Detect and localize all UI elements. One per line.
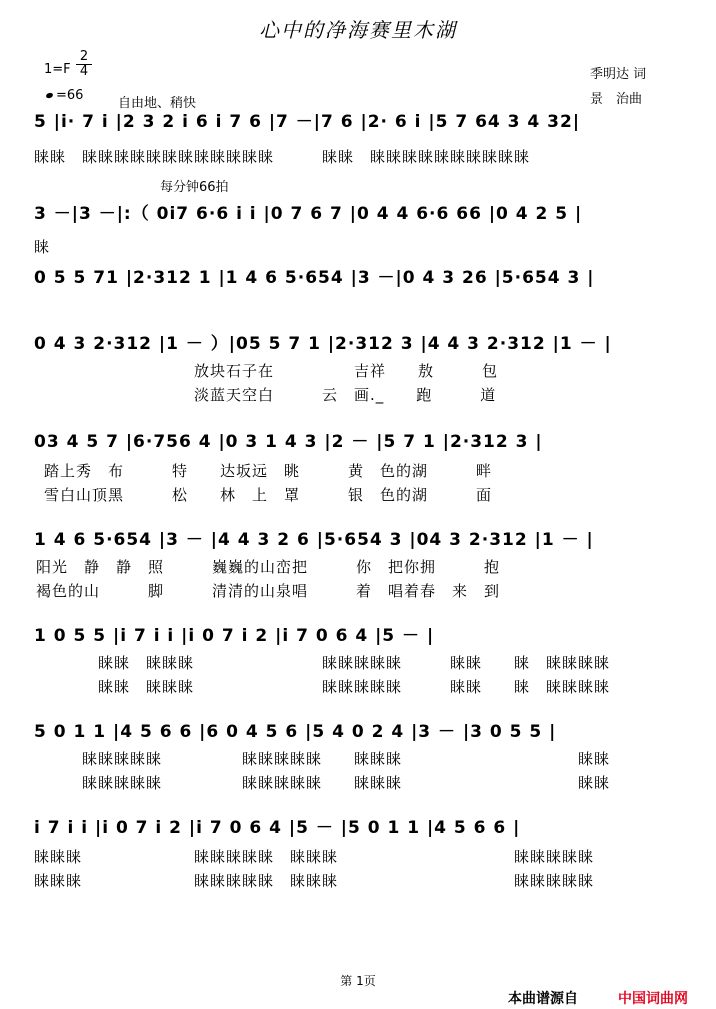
key-signature: 1=F	[44, 62, 71, 77]
notation: 03 4 5 7 |6·756 4 |0 3 1 4 3 |2 － |5 7 1 |2·312 3 |	[34, 432, 543, 452]
notation: 0 4 3 2·312 |1 － ）|05 5 7 1 |2·312 3 |4 4 3 2·312 |1 － |	[34, 334, 612, 354]
tempo-note: 每分钟66拍	[160, 180, 229, 195]
lyric-verse-1: 睐睐 睐睐睐睐睐睐睐睐睐睐睐睐 睐睐 睐睐睐睐睐睐睐睐睐睐	[34, 148, 531, 166]
source-label: 本曲谱源自	[508, 991, 578, 1007]
notation: 1 4 6 5·654 |3 － |4 4 3 2 6 |5·654 3 |04 3 2·312 |1 － |	[34, 530, 594, 550]
lyric-verse-2: 睐睐 睐睐睐 睐睐睐睐睐 睐睐 睐 睐睐睐睐	[34, 678, 611, 696]
lyric-verse-1: 睐睐 睐睐睐 睐睐睐睐睐 睐睐 睐 睐睐睐睐	[34, 654, 611, 672]
lyric-verse-2: 褐色的山 脚 清清的山泉唱 着 唱着春 来 到	[36, 582, 501, 600]
lyric-verse-2: 睐睐睐睐睐 睐睐睐睐睐 睐睐睐 睐睐	[34, 774, 611, 792]
time-denominator: 4	[76, 64, 92, 79]
expression-marking: 自由地、稍快	[118, 96, 197, 111]
notation: 5 |i· 7 i |2 3 2 i 6 i 7 6 |7 －|7 6 |2· 6 i |5 7 64 3 4 32|	[34, 112, 581, 132]
notation: 3 －|3 －|:（ 0i7 6·6 i i |0 7 6 7 |0 4 4 6·6 66 |0 4 2 5 |	[34, 204, 583, 224]
score-line-4	[0, 332, 716, 404]
composer-credit: 景 治曲	[590, 92, 643, 107]
time-signature	[76, 50, 92, 79]
song-title: 心中的净海赛里木湖	[259, 18, 457, 42]
lyric-verse-2: 睐睐睐 睐睐睐睐睐 睐睐睐 睐睐睐睐睐	[34, 872, 595, 890]
lyric-verse-1: 睐睐睐 睐睐睐睐睐 睐睐睐 睐睐睐睐睐	[34, 848, 595, 866]
score-line-5	[0, 430, 716, 504]
score-line-8	[0, 720, 716, 792]
score-line-7	[0, 624, 716, 696]
lyric-verse-1: 睐	[34, 238, 51, 256]
score-line-1	[0, 110, 716, 166]
tempo-marking: =66	[56, 88, 84, 103]
quarter-note-icon	[45, 92, 53, 99]
notation: 0 5 5 71 |2·312 1 |1 4 6 5·654 |3 －|0 4 3 26 |5·654 3 |	[34, 268, 595, 288]
lyricist-credit: 季明达 词	[590, 67, 647, 82]
score-line-3	[0, 266, 716, 306]
score-line-2	[0, 202, 716, 256]
lyric-verse-1: 踏上秀 布 特 达坂远 眺 黄 色的湖 畔	[44, 462, 493, 480]
lyric-verse-1: 睐睐睐睐睐 睐睐睐睐睐 睐睐睐 睐睐	[34, 750, 611, 768]
lyric-verse-1: 阳光 静 静 照 巍巍的山峦把 你 把你拥 抱	[36, 558, 501, 576]
notation: 5 0 1 1 |4 5 6 6 |6 0 4 5 6 |5 4 0 2 4 |3 － |3 0 5 5 |	[34, 722, 557, 742]
notation: i 7 i i |i 0 7 i 2 |i 7 0 6 4 |5 － |5 0 1 1 |4 5 6 6 |	[34, 818, 521, 838]
page-number: 第 1页	[340, 974, 376, 988]
score-line-9	[0, 816, 716, 890]
lyric-verse-2: 淡蓝天空白 云 画._ 跑 道	[34, 386, 497, 404]
lyric-verse-1: 放块石子在 吉祥 敖 包	[34, 362, 499, 380]
time-numerator: 2	[79, 49, 89, 64]
notation: 1 0 5 5 |i 7 i i |i 0 7 i 2 |i 7 0 6 4 |5 － |	[34, 626, 435, 646]
lyric-verse-2: 雪白山顶黑 松 林 上 罩 银 色的湖 面	[44, 486, 493, 504]
source-site-link[interactable]: 中国词曲网	[618, 991, 688, 1007]
score-line-6	[0, 528, 716, 600]
